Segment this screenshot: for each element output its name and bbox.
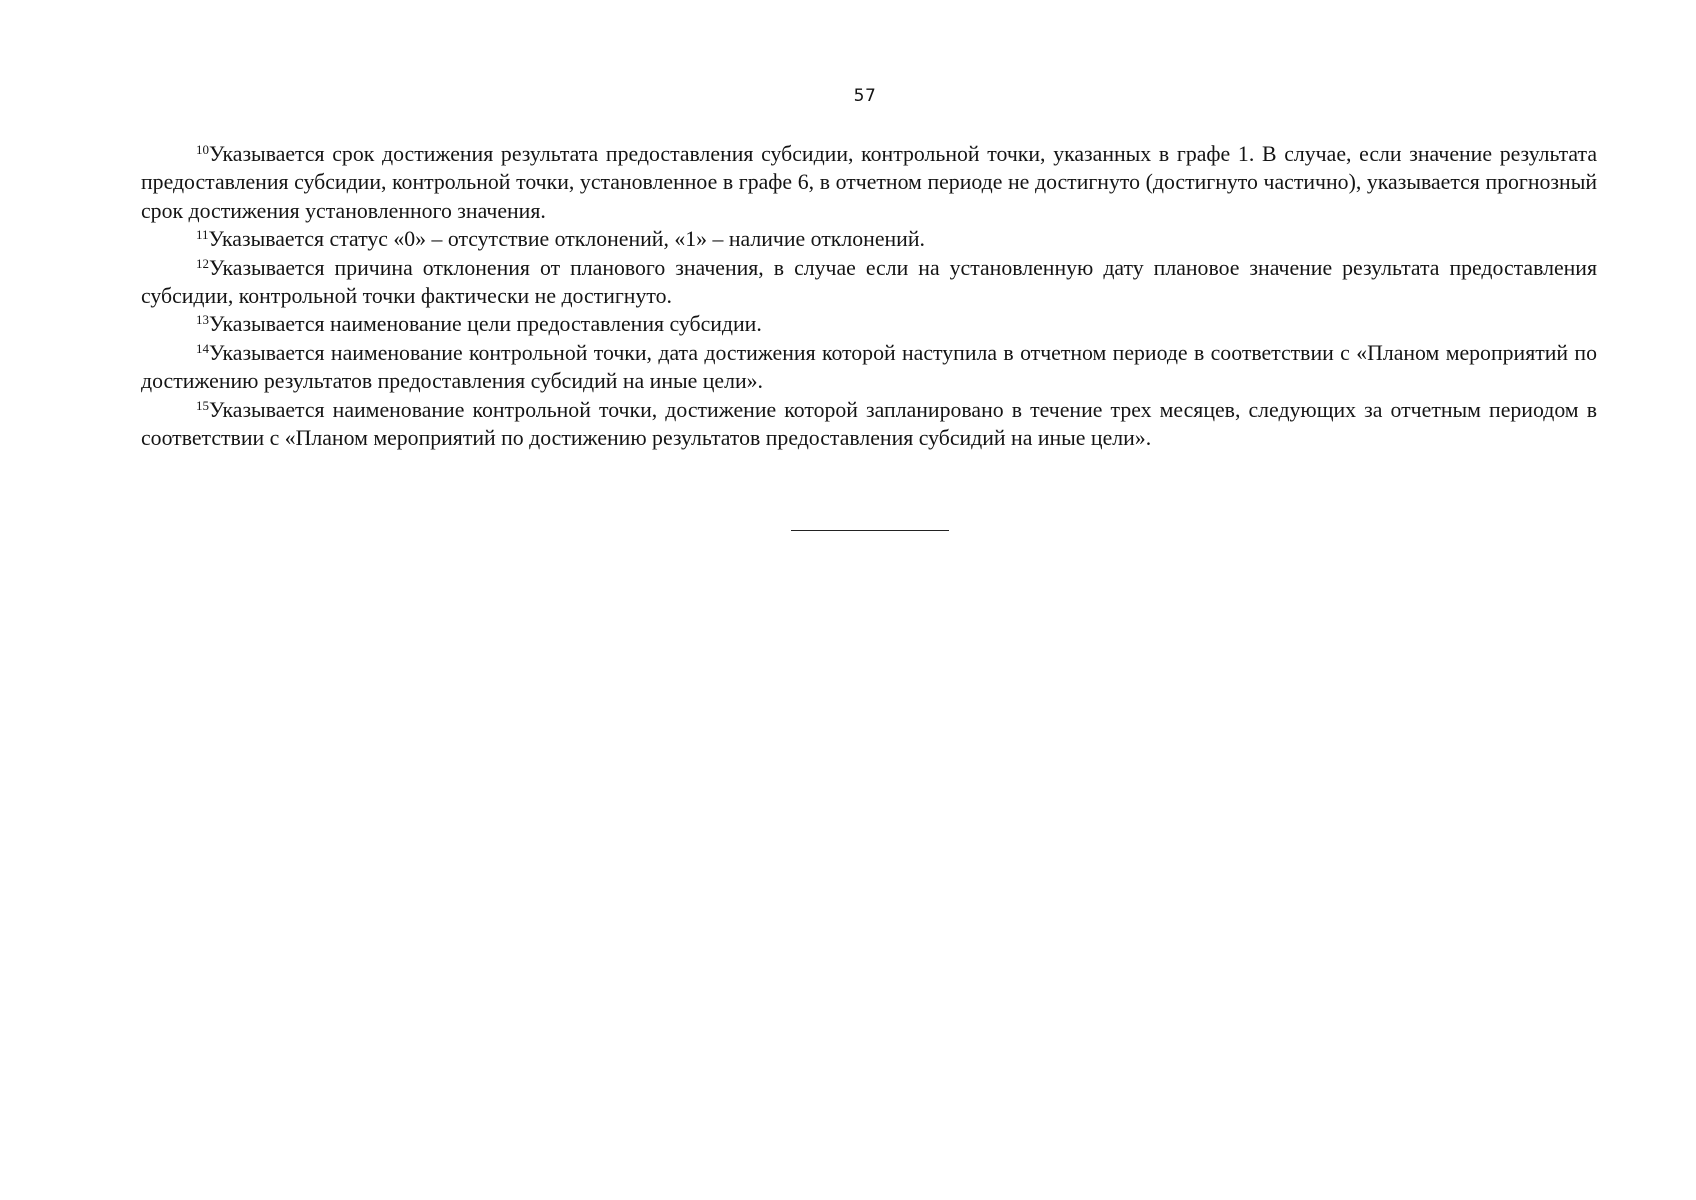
footnote-text: Указывается наименование цели предоставления субсидии. — [209, 312, 762, 337]
footnotes-section — [141, 140, 1597, 452]
footnote-marker: 10 — [196, 142, 209, 157]
footnote-marker: 13 — [196, 312, 209, 328]
footnote-text: Указывается наименование контрольной точки, достижение которой запланировано в течение трех месяцев, следующих за отчетным периодом в соответствии с «Планом мероприятий по достижению результатов предоставления субсидий на иные цели». — [141, 397, 1597, 451]
footnote-15 — [141, 396, 1597, 453]
footnote-12 — [141, 254, 1597, 311]
footnote-11 — [141, 225, 1597, 253]
footnote-text: Указывается причина отклонения от планового значения, в случае если на установленную дату плановое значение результата предоставления субсидии, контрольной точки фактически не достигнуто. — [141, 255, 1597, 309]
footnote-14 — [141, 339, 1597, 396]
page-number: 57 — [853, 86, 877, 106]
end-of-document-rule — [791, 530, 949, 531]
footnote-marker: 15 — [196, 397, 209, 413]
footnote-marker: 12 — [196, 255, 209, 271]
footnote-text: Указывается наименование контрольной точки, дата достижения которой наступила в отчетном периоде в соответствии с «Планом мероприятий по достижению результатов предоставления субсидий на иные цели». — [141, 340, 1597, 394]
footnote-marker: 11 — [196, 227, 209, 243]
footnote-10 — [141, 140, 1597, 225]
footnote-marker: 14 — [196, 340, 209, 356]
footnote-13 — [141, 310, 1597, 338]
footnote-text: Указывается срок достижения результата предоставления субсидии, контрольной точки, указанных в графе 1. В случае, если значение результата предоставления субсидии, контрольной точки, установленное в графе 6, в отчетном периоде не достигнуто (достигнуто частично), указывается прогнозный срок достижения установленного значения. — [141, 142, 1597, 223]
footnote-text: Указывается статус «0» – отсутствие отклонений, «1» – наличие отклонений. — [208, 227, 925, 252]
